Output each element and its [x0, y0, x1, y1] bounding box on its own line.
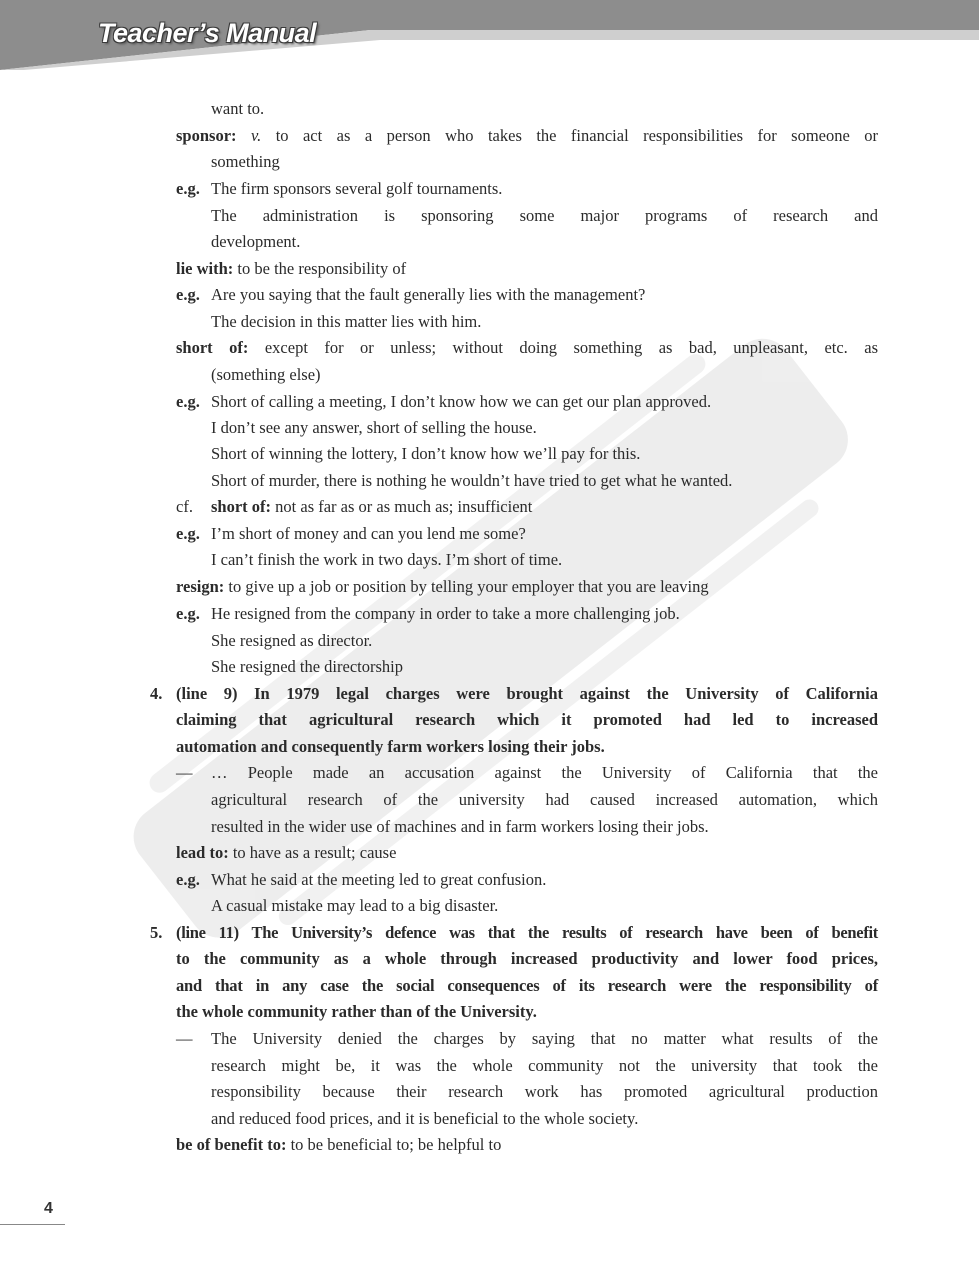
explanation-dash: — [176, 763, 193, 782]
item-number: 5. [150, 923, 163, 942]
example-line: What he said at the meeting led to great confusion. [211, 870, 547, 889]
definition: to be the responsibility of [237, 259, 407, 278]
quote-line: (line 9) In 1979 legal charges were brought against the University of California [176, 684, 878, 703]
term: lead to: [176, 843, 229, 862]
quote-line: automation and consequently farm workers losing their jobs. [176, 737, 605, 756]
explanation-line: responsibility because their research work has promoted agricultural production [211, 1082, 878, 1101]
example-line: The administration is sponsoring some major programs of research and [211, 206, 878, 225]
definition: to have as a result; cause [232, 843, 397, 862]
cf-label: cf. [176, 497, 193, 516]
eg-label: e.g. [176, 870, 200, 889]
entry-short-of [176, 338, 878, 358]
entry-resign [176, 577, 878, 597]
example-line: I’m short of money and can you lend me some? [211, 524, 526, 543]
definition: to give up a job or position by telling your employer that you are leaving [228, 577, 709, 596]
explanation-line: agricultural research of the university had caused increased automation, which [211, 790, 878, 809]
entry-lie-with [176, 259, 878, 279]
definition: to be beneficial to; be helpful to [290, 1135, 502, 1154]
example-line: She resigned as director. [211, 631, 373, 650]
entry-be-of-benefit-to [176, 1135, 878, 1155]
example-line: Short of calling a meeting, I don’t know how we can get our plan approved. [211, 392, 712, 411]
quote-line: (line 11) The University’s defence was that the results of research have been of benefit [176, 923, 878, 942]
quote-line: the whole community rather than of the University. [176, 1002, 537, 1021]
definition: except for or unless; without doing something as bad, unpleasant, etc. as [264, 338, 879, 357]
entry-lead-to [176, 843, 878, 863]
example-line: development. [211, 232, 301, 251]
term: sponsor: [176, 126, 237, 145]
quote-line: to the community as a whole through increased productivity and lower food prices, [176, 949, 878, 968]
explanation-line: resulted in the wider use of machines and in farm workers losing their jobs. [211, 817, 709, 836]
example-line: The decision in this matter lies with him. [211, 312, 482, 331]
example-line: Short of winning the lottery, I don’t know how we’ll pay for this. [211, 444, 641, 463]
eg-label: e.g. [176, 392, 200, 411]
footer-rule [0, 1224, 65, 1225]
term: lie with: [176, 259, 234, 278]
explanation-line: … People made an accusation against the University of California that the [211, 763, 878, 782]
eg-label: e.g. [176, 524, 200, 543]
example-line: He resigned from the company in order to take a more challenging job. [211, 604, 680, 623]
text-line: (something else) [211, 365, 321, 384]
quote-line: claiming that agricultural research which it promoted had led to increased [176, 710, 878, 729]
term: be of benefit to: [176, 1135, 287, 1154]
part-of-speech: v. [250, 126, 262, 145]
term: short of: [211, 497, 272, 516]
explanation-line: The University denied the charges by saying that no matter what results of the [211, 1029, 878, 1048]
definition: not as far as or as much as; insufficient [275, 497, 533, 516]
text-line: something [211, 152, 280, 171]
example-line: A casual mistake may lead to a big disaster. [211, 896, 499, 915]
example-line: Are you saying that the fault generally lies with the management? [211, 285, 646, 304]
example-line: The firm sponsors several golf tournaments. [211, 179, 503, 198]
page-number: 4 [44, 1200, 53, 1217]
header-title: Teacher’s Manual [98, 18, 317, 48]
quote-line: and that in any case the social consequences of its research were the responsibility of [176, 976, 878, 995]
text-line: want to. [211, 99, 265, 118]
definition: to act as a person who takes the financial responsibilities for someone or [275, 126, 879, 145]
explanation-line: and reduced food prices, and it is beneficial to the whole society. [211, 1109, 639, 1128]
example-line: Short of murder, there is nothing he wouldn’t have tried to get what he wanted. [211, 471, 733, 490]
eg-label: e.g. [176, 285, 200, 304]
eg-label: e.g. [176, 604, 200, 623]
entry-sponsor [176, 126, 878, 146]
term: short of: [176, 338, 249, 357]
eg-label: e.g. [176, 179, 200, 198]
explanation-line: research might be, it was the whole community not the university that took the [211, 1056, 878, 1075]
term: resign: [176, 577, 225, 596]
example-line: She resigned the directorship [211, 657, 403, 676]
example-line: I don’t see any answer, short of selling the house. [211, 418, 537, 437]
example-line: I can’t finish the work in two days. I’m short of time. [211, 550, 563, 569]
explanation-dash: — [176, 1029, 193, 1048]
item-number: 4. [150, 684, 163, 703]
entry-short-of-cf [211, 497, 878, 517]
